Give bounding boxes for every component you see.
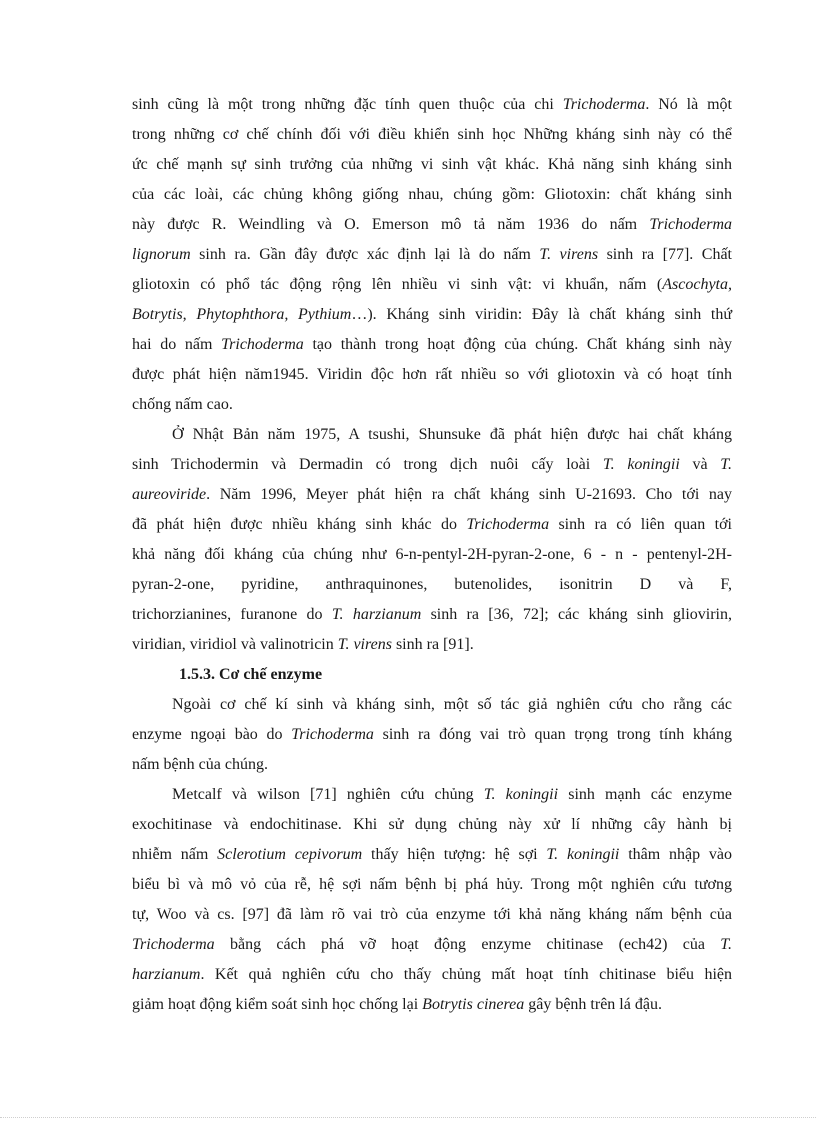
- text-line: enzyme ngoại bào do Trichoderma sinh ra đóng vai trò quan trọng trong tính kháng: [132, 726, 732, 743]
- text-line: Metcalf và wilson [71] nghiên cứu chủng T. koningii sinh mạnh các enzyme: [172, 786, 732, 803]
- text-line: đã phát hiện được nhiều kháng sinh khác do Trichoderma sinh ra có liên quan tới: [132, 516, 732, 533]
- text-line: ức chế mạnh sự sinh trưởng của những vi sinh vật khác. Khả năng sinh kháng sinh: [132, 156, 732, 173]
- text-line: này được R. Weindling và O. Emerson mô tả năm 1936 do nấm Trichoderma: [132, 216, 732, 233]
- text-line: aureoviride. Năm 1996, Meyer phát hiện ra chất kháng sinh U-21693. Cho tới nay: [132, 486, 732, 503]
- text-line: sinh Trichodermin và Dermadin có trong dịch nuôi cấy loài T. koningii và T.: [132, 456, 732, 473]
- text-line: exochitinase và endochitinase. Khi sử dụng chủng này xử lí những cây hành bị: [132, 816, 732, 833]
- text-line: được phát hiện năm1945. Viridin độc hơn rất nhiều so với gliotoxin và có hoạt tính: [132, 366, 732, 383]
- text-line: của các loài, các chủng không giống nhau, chúng gồm: Gliotoxin: chất kháng sinh: [132, 186, 732, 203]
- text-line: sinh cũng là một trong những đặc tính quen thuộc của chi Trichoderma. Nó là một: [132, 96, 732, 113]
- text-line: biểu bì và mô vỏ của rễ, hệ sợi nấm bệnh bị phá hủy. Trong một nghiên cứu tương: [132, 876, 732, 893]
- text-line: pyran-2-one, pyridine, anthraquinones, butenolides, isonitrin D và F,: [132, 576, 732, 593]
- text-line: viridian, viridiol và valinotricin T. virens sinh ra [91].: [132, 636, 474, 653]
- text-line: Botrytis, Phytophthora, Pythium…). Kháng sinh viridin: Đây là chất kháng sinh thứ: [132, 306, 732, 323]
- text-line: trichorzianines, furanone do T. harzianum sinh ra [36, 72]; các kháng sinh gliovirin,: [132, 606, 733, 623]
- text-line: khả năng đối kháng của chúng như 6-n-pentyl-2H-pyran-2-one, 6 - n - pentenyl-2H-: [132, 546, 732, 563]
- text-line: tự, Woo và cs. [97] đã làm rõ vai trò của enzyme tới khả năng kháng nấm bệnh của: [132, 906, 732, 923]
- text-line: hai do nấm Trichoderma tạo thành trong hoạt động của chúng. Chất kháng sinh này: [132, 336, 733, 353]
- document-page: [132, 90, 732, 1020]
- text-line: trong những cơ chế chính đối với điều khiển sinh học Những kháng sinh này có thể: [132, 126, 732, 143]
- text-line: lignorum sinh ra. Gần đây được xác định lại là do nấm T. virens sinh ra [77]. Chất: [132, 246, 733, 263]
- text-line: gliotoxin có phổ tác động rộng lên nhiều vi sinh vật: vi khuẩn, nấm (Ascochyta,: [132, 276, 732, 293]
- text-line: chống nấm cao.: [132, 396, 233, 413]
- text-line: Trichoderma bằng cách phá vỡ hoạt động enzyme chitinase (ech42) của T.: [132, 936, 732, 953]
- text-line: Ở Nhật Bản năm 1975, A tsushi, Shunsuke đã phát hiện được hai chất kháng: [172, 426, 732, 443]
- text-line: giảm hoạt động kiểm soát sinh học chống lại Botrytis cinerea gây bệnh trên lá đậu.: [132, 996, 662, 1013]
- text-line: nhiễm nấm Sclerotium cepivorum thấy hiện tượng: hệ sợi T. koningii thâm nhập vào: [132, 846, 733, 863]
- page-bottom-rule: [0, 1117, 816, 1118]
- section-heading: 1.5.3. Cơ chế enzyme: [179, 666, 323, 683]
- text-line: harzianum. Kết quả nghiên cứu cho thấy chủng mất hoạt tính chitinase biểu hiện: [132, 966, 732, 983]
- text-line: nấm bệnh của chúng.: [132, 756, 268, 773]
- text-line: Ngoài cơ chế kí sinh và kháng sinh, một số tác giả nghiên cứu cho rằng các: [172, 696, 732, 713]
